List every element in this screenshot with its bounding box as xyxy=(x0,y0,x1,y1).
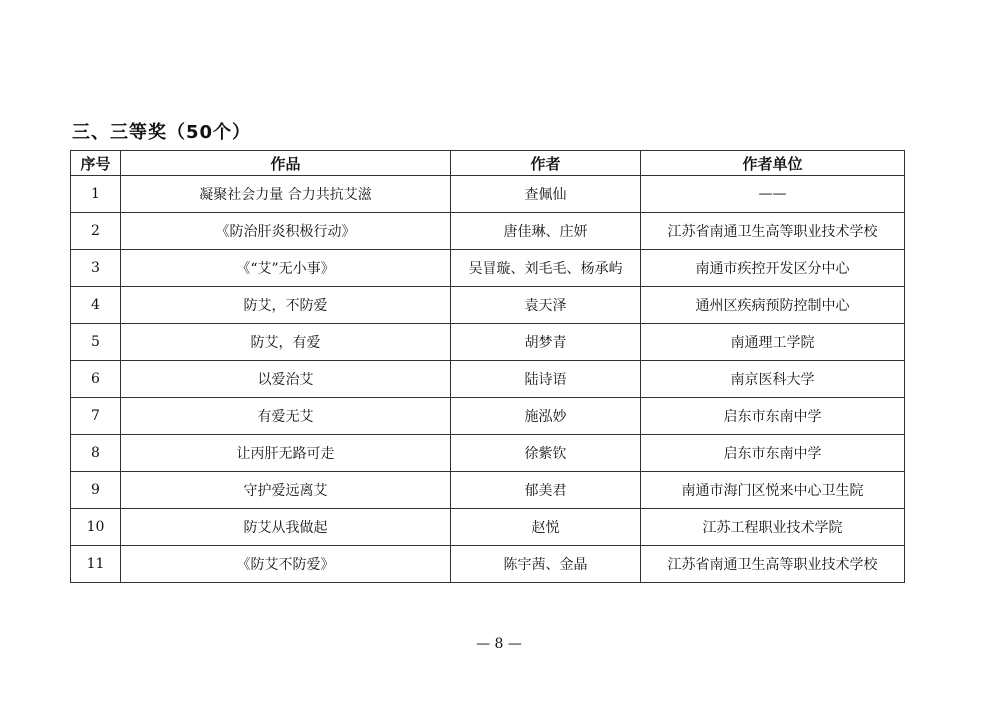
cell-author: 陈宇茜、金晶 xyxy=(451,546,641,583)
cell-author: 吴冒璇、刘毛毛、杨承屿 xyxy=(451,250,641,287)
cell-unit: 南通市海门区悦来中心卫生院 xyxy=(641,472,905,509)
cell-index: 6 xyxy=(71,361,121,398)
cell-work: 让丙肝无路可走 xyxy=(121,435,451,472)
cell-work: 防艾从我做起 xyxy=(121,509,451,546)
cell-index: 10 xyxy=(71,509,121,546)
cell-index: 5 xyxy=(71,324,121,361)
table-row xyxy=(71,398,905,435)
table-row xyxy=(71,176,905,213)
cell-unit: 江苏省南通卫生高等职业技术学校 xyxy=(641,546,905,583)
cell-author: 唐佳琳、庄妍 xyxy=(451,213,641,250)
table-row xyxy=(71,361,905,398)
header-unit: 作者单位 xyxy=(641,151,905,176)
header-index: 序号 xyxy=(71,151,121,176)
cell-index: 9 xyxy=(71,472,121,509)
cell-author: 施泓妙 xyxy=(451,398,641,435)
section-title: 三、三等奖（50个） xyxy=(72,122,252,143)
page-number: — 8 — xyxy=(476,636,522,652)
cell-author: 胡梦青 xyxy=(451,324,641,361)
cell-work: 《防艾不防爱》 xyxy=(121,546,451,583)
cell-index: 3 xyxy=(71,250,121,287)
cell-unit: 江苏省南通卫生高等职业技术学校 xyxy=(641,213,905,250)
table-row xyxy=(71,250,905,287)
cell-index: 2 xyxy=(71,213,121,250)
cell-author: 徐紫钦 xyxy=(451,435,641,472)
cell-work: 《“艾”无小事》 xyxy=(121,250,451,287)
cell-unit: 通州区疾病预防控制中心 xyxy=(641,287,905,324)
cell-unit: —— xyxy=(641,176,905,213)
table-row xyxy=(71,287,905,324)
table-row xyxy=(71,324,905,361)
cell-unit: 南京医科大学 xyxy=(641,361,905,398)
cell-work: 防艾，有爱 xyxy=(121,324,451,361)
cell-author: 陆诗语 xyxy=(451,361,641,398)
cell-work: 以爱治艾 xyxy=(121,361,451,398)
table-row xyxy=(71,213,905,250)
cell-index: 11 xyxy=(71,546,121,583)
table-row xyxy=(71,435,905,472)
cell-unit: 南通市疾控开发区分中心 xyxy=(641,250,905,287)
table-header-row xyxy=(71,151,905,176)
table-row xyxy=(71,546,905,583)
header-author: 作者 xyxy=(451,151,641,176)
cell-work: 防艾，不防爱 xyxy=(121,287,451,324)
awards-table xyxy=(70,150,905,583)
cell-unit: 南通理工学院 xyxy=(641,324,905,361)
cell-author: 袁天泽 xyxy=(451,287,641,324)
cell-work: 守护爱远离艾 xyxy=(121,472,451,509)
cell-index: 1 xyxy=(71,176,121,213)
cell-unit: 启东市东南中学 xyxy=(641,435,905,472)
cell-index: 4 xyxy=(71,287,121,324)
cell-work: 《防治肝炎积极行动》 xyxy=(121,213,451,250)
cell-index: 8 xyxy=(71,435,121,472)
cell-work: 有爱无艾 xyxy=(121,398,451,435)
cell-unit: 启东市东南中学 xyxy=(641,398,905,435)
cell-index: 7 xyxy=(71,398,121,435)
cell-unit: 江苏工程职业技术学院 xyxy=(641,509,905,546)
table-row xyxy=(71,472,905,509)
header-work: 作品 xyxy=(121,151,451,176)
cell-author: 查佩仙 xyxy=(451,176,641,213)
cell-work: 凝聚社会力量 合力共抗艾滋 xyxy=(121,176,451,213)
table-row xyxy=(71,509,905,546)
cell-author: 郁美君 xyxy=(451,472,641,509)
cell-author: 赵悦 xyxy=(451,509,641,546)
